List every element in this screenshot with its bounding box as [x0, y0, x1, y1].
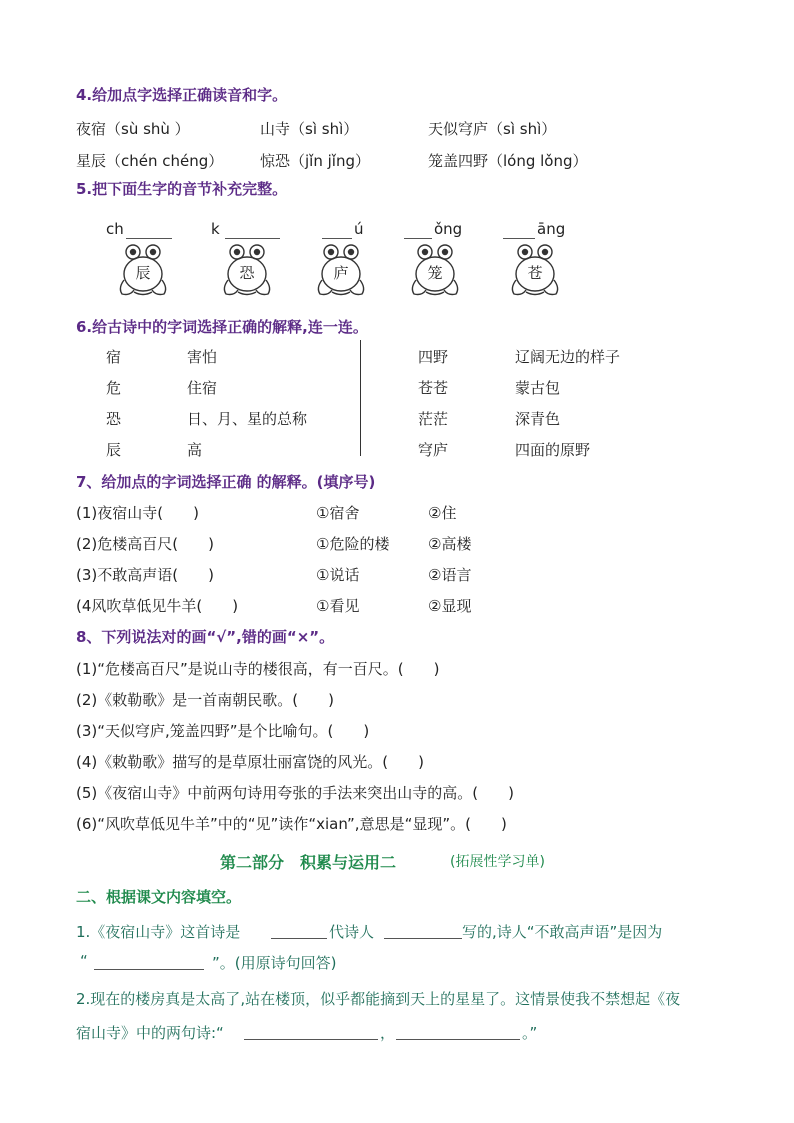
- q7-option-b: ②高楼: [428, 535, 472, 553]
- sec2-line1-a: 1.《夜宿山寺》这首诗是: [76, 923, 241, 941]
- fill-blank[interactable]: [384, 938, 462, 939]
- q6-right-meaning[interactable]: 辽阔无边的样子: [515, 348, 621, 366]
- q7-question[interactable]: (4风吹草低见牛羊( ): [76, 597, 239, 615]
- q4-item-5: 惊恐（jǐn jǐng）: [260, 152, 370, 170]
- sec2-title: 二、根据课文内容填空。: [76, 888, 242, 906]
- column-divider: [360, 340, 361, 456]
- q7-option-b: ②语言: [428, 566, 472, 584]
- q5-title: 5.把下面生字的音节补充完整。: [76, 180, 288, 198]
- frog-char-3: 庐: [333, 263, 349, 282]
- q8-title: 8、下列说法对的画“√”,错的画“×”。: [76, 628, 335, 646]
- blank-line[interactable]: [404, 238, 432, 239]
- frog-char-5: 苍: [527, 263, 543, 282]
- pinyin-5: āng: [537, 220, 566, 238]
- q6-right-meaning[interactable]: 四面的原野: [515, 441, 591, 459]
- q6-left-word[interactable]: 恐: [106, 410, 122, 428]
- q6-right-meaning[interactable]: 深青色: [515, 410, 561, 428]
- part2-title: 第二部分 积累与运用二: [220, 853, 397, 872]
- frog-card: [314, 240, 368, 298]
- q7-option-a: ①说话: [316, 566, 360, 584]
- q7-option-b: ②住: [428, 504, 457, 522]
- q4-title: 4.给加点字选择正确读音和字。: [76, 86, 288, 104]
- q7-question[interactable]: (2)危楼高百尺( ): [76, 535, 214, 553]
- q8-item[interactable]: (6)“风吹草低见牛羊”中的“见”读作“xian”,意思是“显现”。( ): [76, 815, 507, 833]
- fill-blank[interactable]: [94, 969, 204, 970]
- frog-card: [408, 240, 462, 298]
- sec2-line1-b: 代诗人: [329, 923, 375, 941]
- q7-option-a: ①危险的楼: [316, 535, 390, 553]
- blank-line[interactable]: [503, 238, 535, 239]
- sec2-line2-d: 。”: [522, 1024, 538, 1042]
- frog-card: [220, 240, 274, 298]
- q7-question[interactable]: (3)不敢高声语( ): [76, 566, 214, 584]
- q6-left-meaning[interactable]: 日、月、星的总称: [187, 410, 308, 428]
- q4-item-4: 星辰（chén chéng）: [76, 152, 224, 170]
- sec2-line2-c: ，: [380, 1024, 396, 1042]
- q6-right-word[interactable]: 四野: [418, 348, 449, 366]
- blank-line[interactable]: [126, 238, 172, 239]
- sec2-line1-e: ”。(用原诗句回答): [212, 954, 337, 972]
- q6-right-word[interactable]: 茫茫: [418, 410, 449, 428]
- q7-option-a: ①看见: [316, 597, 360, 615]
- q6-left-meaning[interactable]: 害怕: [187, 348, 218, 366]
- pinyin-3: ú: [354, 220, 364, 238]
- q4-item-3: 天似穹庐（sì shì）: [428, 120, 557, 138]
- q6-left-meaning[interactable]: 高: [187, 441, 203, 459]
- frog-char-2: 恐: [239, 263, 255, 282]
- fill-blank[interactable]: [244, 1039, 378, 1040]
- blank-line[interactable]: [225, 238, 280, 239]
- sec2-line2-b: 宿山寺》中的两句诗:“: [76, 1024, 224, 1042]
- part2-subtitle: (拓展性学习单): [450, 854, 545, 870]
- q7-option-b: ②显现: [428, 597, 472, 615]
- q4-item-6: 笼盖四野（lóng lǒng）: [428, 152, 588, 170]
- q8-item[interactable]: (4)《敕勒歌》描写的是草原壮丽富饶的风光。( ): [76, 753, 424, 771]
- q7-question[interactable]: (1)夜宿山寺( ): [76, 504, 199, 522]
- frog-char-1: 辰: [135, 263, 151, 282]
- q8-item[interactable]: (1)“危楼高百尺”是说山寺的楼很高，有一百尺。( ): [76, 660, 440, 678]
- fill-blank[interactable]: [271, 938, 327, 939]
- q4-item-1: 夜宿（sù shù ）: [76, 120, 190, 138]
- fill-blank[interactable]: [396, 1039, 520, 1040]
- frog-card: [508, 240, 562, 298]
- q6-left-meaning[interactable]: 住宿: [187, 379, 218, 397]
- sec2-line2-a: 2.现在的楼房真是太高了,站在楼顶，似乎都能摘到天上的星星了。这情景使我不禁想起《夜: [76, 990, 681, 1008]
- q4-item-2: 山寺（sì shì）: [260, 120, 359, 138]
- q8-item[interactable]: (5)《夜宿山寺》中前两句诗用夸张的手法来突出山寺的高。( ): [76, 784, 514, 802]
- pinyin-1: ch: [106, 220, 124, 238]
- q6-left-word[interactable]: 宿: [106, 348, 122, 366]
- q7-option-a: ①宿舍: [316, 504, 360, 522]
- q6-title: 6.给古诗中的字词选择正确的解释,连一连。: [76, 318, 368, 336]
- q6-right-word[interactable]: 穹庐: [418, 441, 449, 459]
- q7-title: 7、给加点的字词选择正确 的解释。(填序号): [76, 473, 376, 491]
- sec2-line1-d: “: [80, 952, 88, 970]
- q6-right-meaning[interactable]: 蒙古包: [515, 379, 561, 397]
- q8-item[interactable]: (2)《敕勒歌》是一首南朝民歌。( ): [76, 691, 334, 709]
- pinyin-2: k: [211, 220, 220, 238]
- pinyin-4: ǒng: [434, 220, 463, 238]
- q6-right-word[interactable]: 苍苍: [418, 379, 449, 397]
- q6-left-word[interactable]: 辰: [106, 441, 122, 459]
- frog-char-4: 笼: [427, 263, 443, 282]
- q6-left-word[interactable]: 危: [106, 379, 122, 397]
- frog-card: [116, 240, 170, 298]
- q8-item[interactable]: (3)“天似穹庐,笼盖四野”是个比喻句。( ): [76, 722, 370, 740]
- sec2-line1-c: 写的,诗人“不敢高声语”是因为: [462, 923, 663, 941]
- blank-line[interactable]: [322, 238, 352, 239]
